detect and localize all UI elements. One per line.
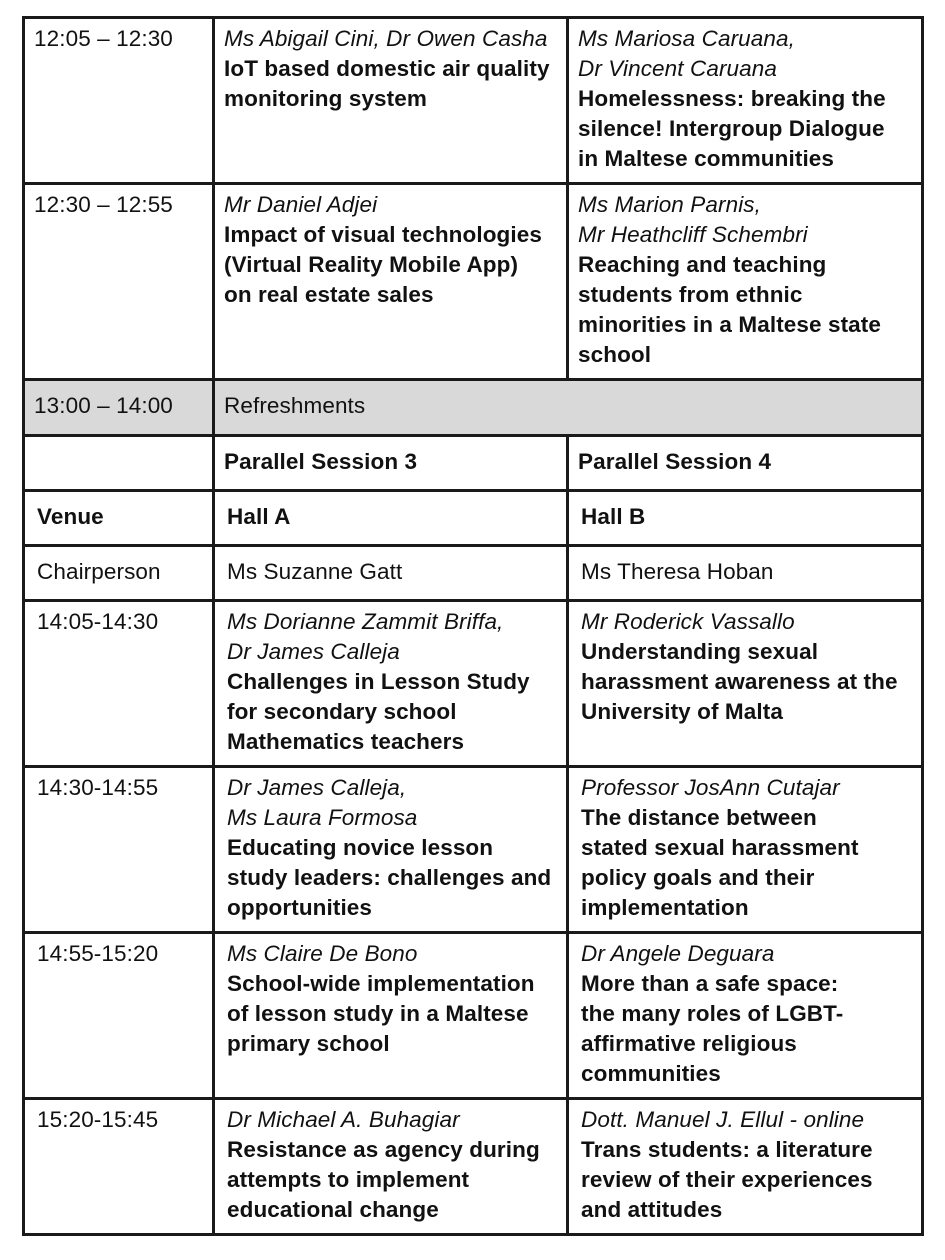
presentation-title: the many roles of LGBT- bbox=[581, 1001, 844, 1026]
presenter-name: Mr Daniel Adjei bbox=[224, 192, 378, 217]
presentation-title: Impact of visual technologies bbox=[224, 222, 542, 247]
presenter-name: Dott. Manuel J. Ellul - online bbox=[581, 1107, 865, 1132]
schedule-row bbox=[24, 18, 923, 184]
time-slot: 12:30 – 12:55 bbox=[24, 184, 214, 380]
schedule-table bbox=[22, 16, 924, 1236]
presentation-title: in Maltese communities bbox=[578, 146, 835, 171]
presentation-title: Reaching and teaching bbox=[578, 252, 827, 277]
presentation-title: attempts to implement bbox=[227, 1167, 470, 1192]
presentation-title: silence! Intergroup Dialogue bbox=[578, 116, 885, 141]
schedule-row bbox=[24, 184, 923, 380]
presentation-title: review of their experiences bbox=[581, 1167, 873, 1192]
presenter-name: Dr Michael A. Buhagiar bbox=[227, 1107, 460, 1132]
presentation-title: Understanding sexual bbox=[581, 639, 819, 664]
presenter-name: Ms Dorianne Zammit Briffa, bbox=[227, 609, 504, 634]
presentation-title: primary school bbox=[227, 1031, 390, 1056]
presentation-title: University of Malta bbox=[581, 699, 783, 724]
presentation-title: for secondary school bbox=[227, 699, 457, 724]
presentation-cell-a bbox=[214, 1099, 568, 1235]
afternoon-sessions bbox=[24, 601, 923, 1235]
presentation-title: Challenges in Lesson Study bbox=[227, 669, 530, 694]
break-label: Refreshments bbox=[214, 380, 923, 436]
presentation-cell-b bbox=[568, 1099, 923, 1235]
presentation-title: Educating novice lesson bbox=[227, 835, 494, 860]
presentation-title: policy goals and their bbox=[581, 865, 815, 890]
presentation-title: communities bbox=[581, 1061, 721, 1086]
venue-label: Venue bbox=[24, 491, 214, 546]
presenter-name: Mr Roderick Vassallo bbox=[581, 609, 795, 634]
presentation-title: School-wide implementation bbox=[227, 971, 535, 996]
time-slot: 15:20-15:45 bbox=[24, 1099, 214, 1235]
presentation-title: on real estate sales bbox=[224, 282, 434, 307]
presenter-name: Ms Abigail Cini, Dr Owen Casha bbox=[224, 26, 548, 51]
presentation-cell-a bbox=[214, 767, 568, 933]
presentation-cell-b bbox=[568, 18, 923, 184]
venue-row bbox=[24, 491, 923, 546]
presentation-title: of lesson study in a Maltese bbox=[227, 1001, 529, 1026]
session-header-row bbox=[24, 436, 923, 491]
presentation-title: affirmative religious bbox=[581, 1031, 797, 1056]
presentation-title: More than a safe space: bbox=[581, 971, 839, 996]
presenter-name: Ms Claire De Bono bbox=[227, 941, 418, 966]
chair-a: Ms Suzanne Gatt bbox=[214, 546, 568, 601]
schedule-row bbox=[24, 933, 923, 1099]
presentation-title: implementation bbox=[581, 895, 749, 920]
presentation-title: harassment awareness at the bbox=[581, 669, 898, 694]
presentation-title: minorities in a Maltese state bbox=[578, 312, 882, 337]
presenter-name: Ms Marion Parnis, bbox=[578, 192, 761, 217]
time-slot: 14:30-14:55 bbox=[24, 767, 214, 933]
venue-a: Hall A bbox=[214, 491, 568, 546]
schedule-row bbox=[24, 601, 923, 767]
venue-b: Hall B bbox=[568, 491, 923, 546]
presentation-cell-b bbox=[568, 184, 923, 380]
presenter-name: Ms Laura Formosa bbox=[227, 805, 418, 830]
presentation-title: students from ethnic bbox=[578, 282, 803, 307]
presentation-title: school bbox=[578, 342, 652, 367]
presentation-title: opportunities bbox=[227, 895, 373, 920]
presenter-name: Dr James Calleja bbox=[227, 639, 400, 664]
schedule-row bbox=[24, 767, 923, 933]
presentation-title: study leaders: challenges and bbox=[227, 865, 552, 890]
chair-row bbox=[24, 546, 923, 601]
presentation-cell-b bbox=[568, 767, 923, 933]
presentation-title: educational change bbox=[227, 1197, 439, 1222]
presentation-title: monitoring system bbox=[224, 86, 427, 111]
time-slot: 12:05 – 12:30 bbox=[24, 18, 214, 184]
session-b-heading: Parallel Session 4 bbox=[568, 436, 923, 491]
break-section bbox=[24, 380, 923, 601]
presenter-name: Dr James Calleja, bbox=[227, 775, 407, 800]
session-header-empty bbox=[24, 436, 214, 491]
break-row bbox=[24, 380, 923, 436]
presentation-title: (Virtual Reality Mobile App) bbox=[224, 252, 519, 277]
presentation-cell-a bbox=[214, 933, 568, 1099]
presentation-cell-a bbox=[214, 184, 568, 380]
time-slot: 14:05-14:30 bbox=[24, 601, 214, 767]
presenter-name: Mr Heathcliff Schembri bbox=[578, 222, 808, 247]
presentation-title: Homelessness: breaking the bbox=[578, 86, 886, 111]
presentation-title: Trans students: a literature bbox=[581, 1137, 873, 1162]
session-a-heading: Parallel Session 3 bbox=[214, 436, 568, 491]
presentation-title: IoT based domestic air quality bbox=[224, 56, 550, 81]
morning-sessions bbox=[24, 18, 923, 380]
presentation-cell-b bbox=[568, 601, 923, 767]
presentation-cell-b bbox=[568, 933, 923, 1099]
schedule-row bbox=[24, 1099, 923, 1235]
presenter-name: Dr Vincent Caruana bbox=[578, 56, 777, 81]
presentation-cell-a bbox=[214, 18, 568, 184]
presentation-title: Resistance as agency during bbox=[227, 1137, 540, 1162]
presenter-name: Dr Angele Deguara bbox=[581, 941, 775, 966]
chair-label: Chairperson bbox=[24, 546, 214, 601]
presenter-name: Ms Mariosa Caruana, bbox=[578, 26, 795, 51]
presentation-title: stated sexual harassment bbox=[581, 835, 859, 860]
presenter-name: Professor JosAnn Cutajar bbox=[581, 775, 840, 800]
presentation-title: Mathematics teachers bbox=[227, 729, 465, 754]
time-slot: 14:55-15:20 bbox=[24, 933, 214, 1099]
presentation-title: The distance between bbox=[581, 805, 817, 830]
presentation-cell-a bbox=[214, 601, 568, 767]
presentation-title: and attitudes bbox=[581, 1197, 723, 1222]
break-time: 13:00 – 14:00 bbox=[24, 380, 214, 436]
chair-b: Ms Theresa Hoban bbox=[568, 546, 923, 601]
